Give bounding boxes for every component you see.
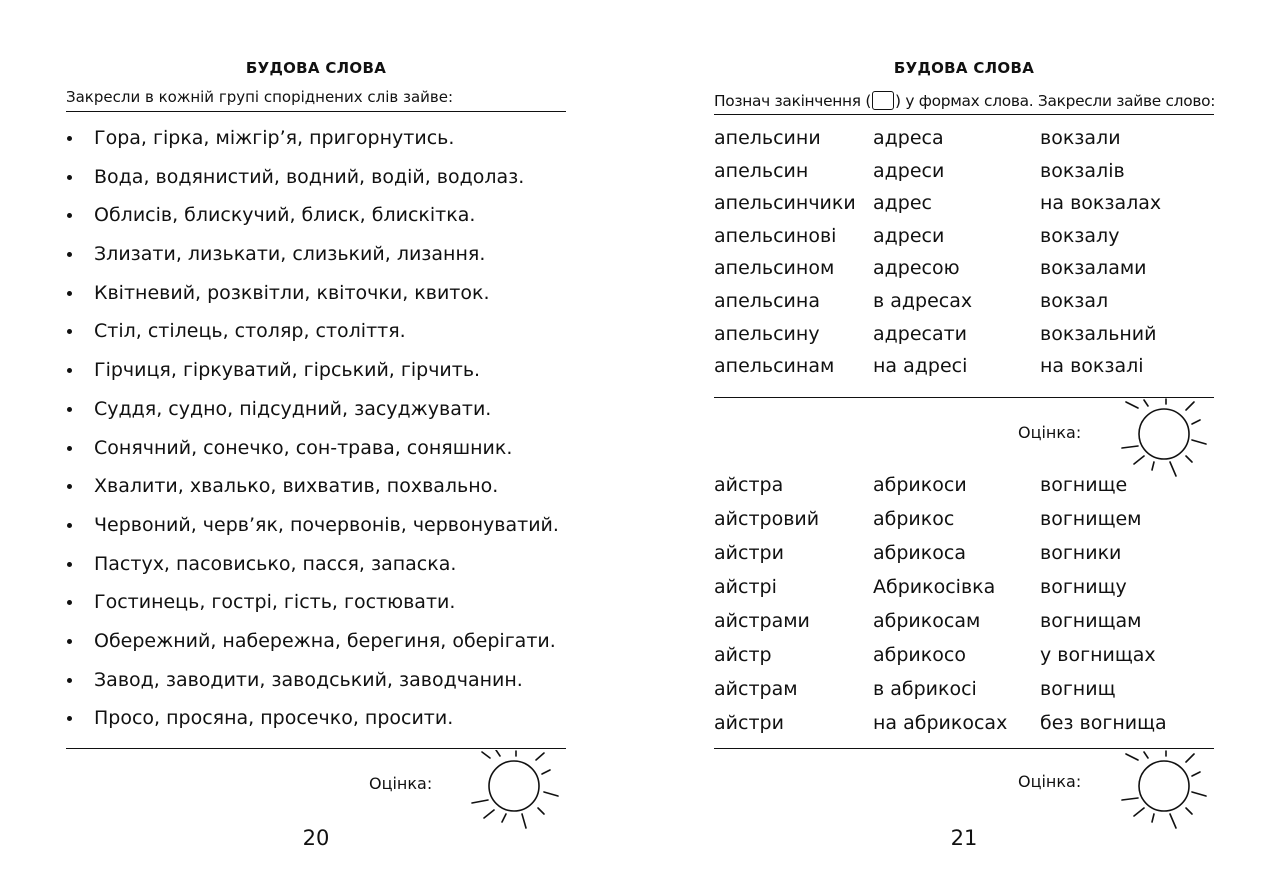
word-cell: адрес — [873, 192, 932, 215]
word-cell: адреси — [873, 224, 945, 247]
score-label: Оцінка: — [1018, 772, 1082, 791]
sun-icon — [1118, 398, 1214, 478]
list-item: Обережний, набережна, берегиня, оберігати. — [66, 625, 559, 664]
sun-icon — [1118, 750, 1214, 830]
list-item: Гірчиця, гіркуватий, гірський, гірчить. — [66, 354, 559, 393]
word-cell: на вокзалі — [1040, 355, 1144, 378]
instruction-text: Познач закінчення ( — [714, 92, 872, 110]
word-cell: апельсинчики — [714, 192, 856, 215]
instruction-text: ) у формах слова. Закресли зайве слово: — [895, 92, 1216, 110]
list-item: Злизати, лизькати, слизький, лизання. — [66, 238, 559, 277]
word-cell: апельсинові — [714, 224, 837, 247]
word-cell: адресати — [873, 322, 968, 345]
instruction — [714, 91, 1214, 110]
divider — [66, 748, 566, 749]
word-cell: вокзал — [1040, 290, 1109, 312]
list-item: Просо, просяна, просечко, просити. — [66, 702, 559, 741]
word-cell: без вогнища — [1040, 712, 1167, 734]
word-cell: вогнище — [1040, 474, 1128, 496]
word-group-list — [66, 122, 559, 741]
list-item: Гора, гірка, міжгір’я, пригорнутись. — [66, 122, 559, 161]
list-item: Суддя, судно, підсудний, засуджувати. — [66, 393, 559, 432]
divider — [714, 748, 1214, 749]
word-cell: айстр — [714, 644, 772, 666]
word-cell: апельсина — [714, 290, 820, 312]
word-cell: айстровий — [714, 508, 820, 530]
word-cell: вогники — [1040, 542, 1122, 564]
word-cell: апельсин — [714, 159, 809, 182]
word-cell: вокзалу — [1040, 224, 1120, 247]
word-cell: айстри — [714, 712, 784, 734]
word-cell: апельсину — [714, 322, 820, 345]
word-cell: вогнищу — [1040, 576, 1127, 598]
word-cell: айстрами — [714, 610, 810, 632]
list-item: Завод, заводити, заводський, заводчанин. — [66, 664, 559, 703]
word-cell: вокзали — [1040, 127, 1121, 149]
list-item: Хвалити, хвалько, вихватив, похвально. — [66, 470, 559, 509]
list-item: Квітневий, розквітли, квіточки, квиток. — [66, 277, 559, 316]
list-item: Гостинець, гострі, гість, гостювати. — [66, 586, 559, 625]
word-cell: у вогнищах — [1040, 644, 1156, 666]
score-label: Оцінка: — [369, 774, 433, 793]
list-item: Облисів, блискучий, блиск, блискітка. — [66, 199, 559, 238]
right-page — [714, 0, 1214, 882]
page-number: 20 — [302, 826, 330, 850]
word-cell: апельсини — [714, 127, 821, 149]
word-cell: абрикоса — [873, 542, 966, 564]
page-number: 21 — [950, 826, 978, 850]
page-title: БУДОВА СЛОВА — [893, 59, 1035, 77]
word-cell: вогнищам — [1040, 610, 1142, 632]
word-cell: вокзалів — [1040, 159, 1125, 182]
word-cell: вокзальний — [1040, 322, 1157, 345]
word-cell: айстри — [714, 542, 784, 564]
list-item: Сонячний, сонечко, сон-трава, соняшник. — [66, 432, 559, 471]
word-cell: вогнищем — [1040, 508, 1142, 530]
list-item: Пастух, пасовисько, пасся, запаска. — [66, 548, 559, 587]
word-cell: на вокзалах — [1040, 192, 1162, 215]
word-cell: апельсинам — [714, 355, 835, 378]
word-cell: айстрам — [714, 678, 798, 700]
sun-icon — [470, 750, 566, 830]
word-cell: Абрикосівка — [873, 576, 996, 598]
word-cell: вокзалами — [1040, 257, 1147, 280]
list-item: Червоний, черв’як, почервонів, червонуватий. — [66, 509, 559, 548]
divider — [66, 111, 566, 112]
word-cell: на адресі — [873, 355, 968, 378]
score-label: Оцінка: — [1018, 423, 1082, 442]
page-title: БУДОВА СЛОВА — [245, 59, 387, 77]
word-cell: абрикоси — [873, 474, 967, 496]
left-page — [66, 0, 566, 882]
instruction: Закресли в кожній групі споріднених слів зайве: — [66, 88, 454, 106]
word-cell: абрикос — [873, 508, 955, 530]
word-cell: на абрикосах — [873, 712, 1008, 734]
word-cell: айстрі — [714, 576, 777, 598]
word-cell: адресою — [873, 257, 960, 280]
word-cell: адреса — [873, 127, 944, 149]
word-cell: абрикосам — [873, 610, 981, 632]
list-item: Вода, водянистий, водний, водій, водолаз. — [66, 161, 559, 200]
word-cell: вогнищ — [1040, 678, 1116, 700]
word-cell: айстра — [714, 474, 784, 496]
list-item: Стіл, стілець, столяр, століття. — [66, 315, 559, 354]
word-cell: в адресах — [873, 290, 973, 312]
divider — [714, 114, 1214, 115]
word-cell: в абрикосі — [873, 678, 977, 700]
word-cell: абрикосо — [873, 644, 966, 666]
word-cell: апельсином — [714, 257, 835, 280]
word-cell: адреси — [873, 159, 945, 182]
ending-box-icon — [872, 91, 894, 110]
